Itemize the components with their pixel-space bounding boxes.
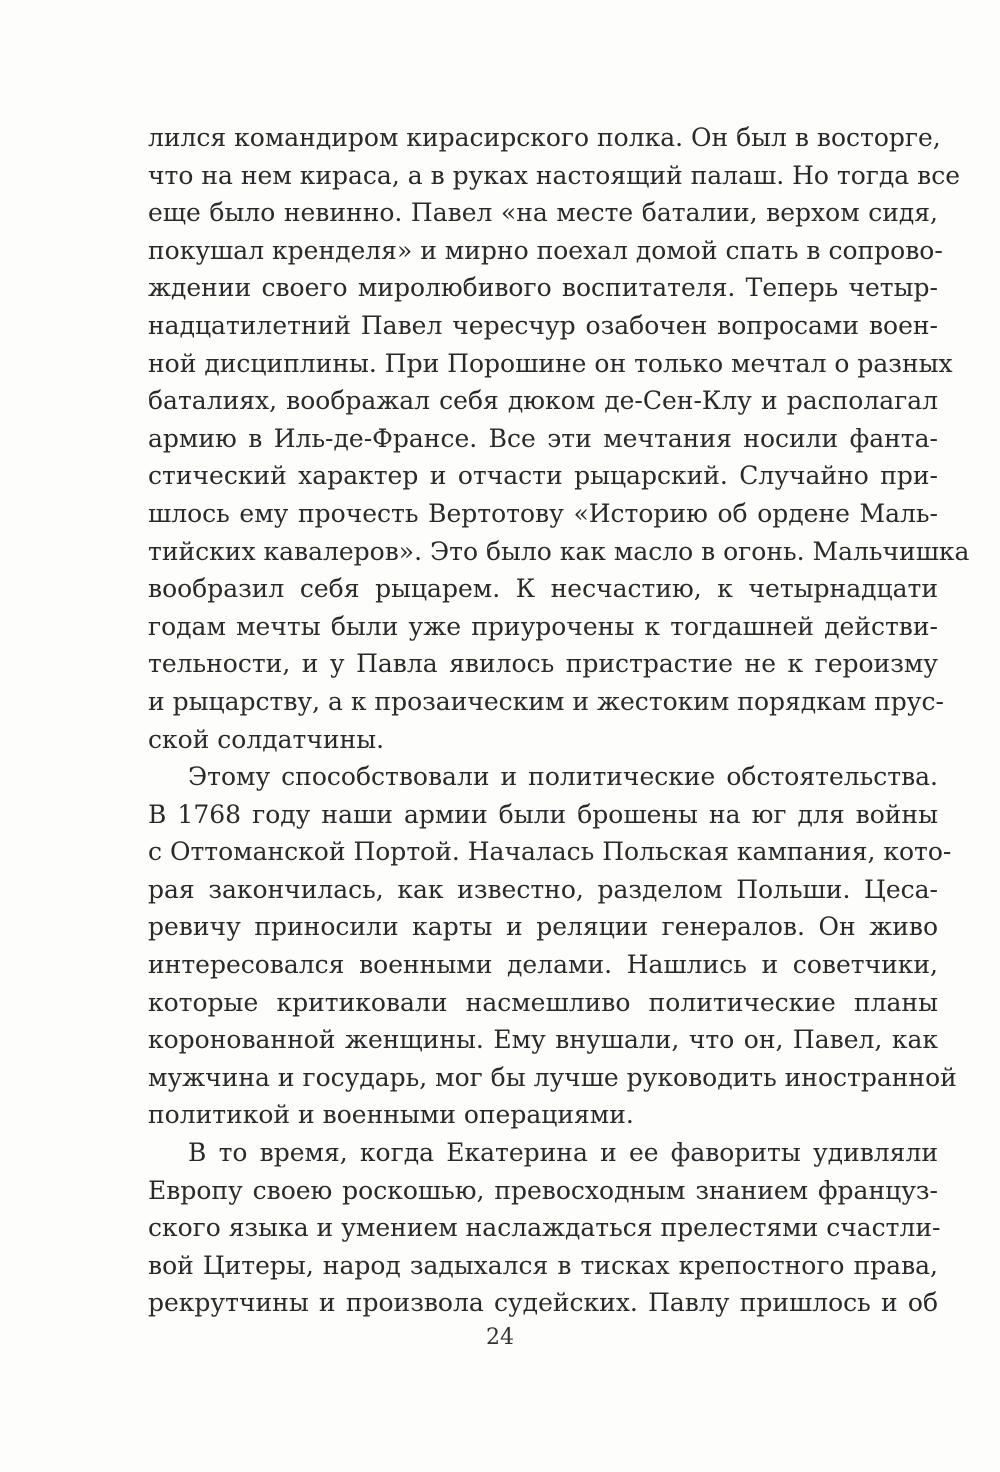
text-line: с Оттоманской Портой. Началась Польская кампания, кото-: [148, 837, 952, 867]
text-line: В то время, когда Екатерина и ее фавориты удивляли: [188, 1138, 938, 1168]
text-line: Этому способствовали и политические обстоятельства.: [188, 762, 938, 792]
text-line: баталиях, воображал себя дюком де-Сен-Клу и располагал: [148, 386, 938, 416]
text-line: ждении своего миролюбивого воспитателя. Теперь четыр-: [148, 273, 938, 303]
text-line: В 1768 году наши армии были брошены на юг для войны: [148, 799, 938, 829]
text-line: коронованной женщины. Ему внушали, что он, Павел, как: [148, 1025, 938, 1055]
text-line: и рыцарству, а к прозаическим и жестоким порядкам прус-: [148, 686, 944, 716]
text-line: надцатилетний Павел чересчур озабочен вопросами воен-: [148, 310, 938, 340]
text-line: политикой и военными операциями.: [148, 1100, 634, 1130]
text-line: мужчина и государь, мог бы лучше руководить иностранной: [148, 1062, 957, 1092]
text-line: ревичу приносили карты и реляции генералов. Он живо: [148, 912, 938, 942]
text-line: ской солдатчины.: [148, 724, 385, 754]
text-line: покушал кренделя» и мирно поехал домой спать в сопрово-: [148, 235, 943, 265]
text-line: которые критиковали насмешливо политические планы: [148, 987, 938, 1017]
text-line: шлось ему прочесть Вертотову «Историю об ордене Маль-: [148, 498, 938, 528]
text-line: тельности, и у Павла явилось пристрастие не к героизму: [148, 649, 938, 679]
text-line: тийских кавалеров». Это было как масло в огонь. Мальчишка: [148, 536, 970, 566]
text-line: вообразил себя рыцарем. К несчастию, к четырнадцати: [148, 574, 938, 604]
text-line: что на нем кираса, а в руках настоящий палаш. Но тогда все: [148, 160, 960, 190]
text-line: ной дисциплины. При Порошине он только мечтал о разных: [148, 348, 953, 378]
paragraph: [148, 1134, 941, 1322]
text-line: интересовался военными делами. Нашлись и советчики,: [148, 950, 938, 980]
text-line: Европу своею роскошью, превосходным знанием француз-: [148, 1175, 938, 1205]
text-line: стический характер и отчасти рыцарский. Случайно при-: [148, 461, 938, 491]
text-line: ского языка и умением наслаждаться прелестями счастли-: [148, 1213, 941, 1243]
text-line: армию в Иль-де-Франсе. Все эти мечтания носили фанта-: [148, 423, 938, 453]
paragraph: [148, 119, 970, 758]
text-line: годам мечты были уже приурочены к тогдашней действи-: [148, 611, 938, 641]
page-number: 24: [486, 1325, 514, 1350]
text-line: вой Цитеры, народ задыхался в тисках крепостного права,: [148, 1250, 938, 1280]
text-line: рая закончилась, как известно, разделом Польши. Цеса-: [148, 874, 938, 904]
body-text: [148, 119, 970, 1322]
text-line: еще было невинно. Павел «на месте баталии, верхом сидя,: [148, 198, 938, 228]
paragraph: [148, 758, 957, 1134]
text-line: рекрутчины и произвола судейских. Павлу пришлось и об: [148, 1288, 938, 1318]
text-line: лился командиром кирасирского полка. Он был в восторге,: [148, 123, 941, 152]
